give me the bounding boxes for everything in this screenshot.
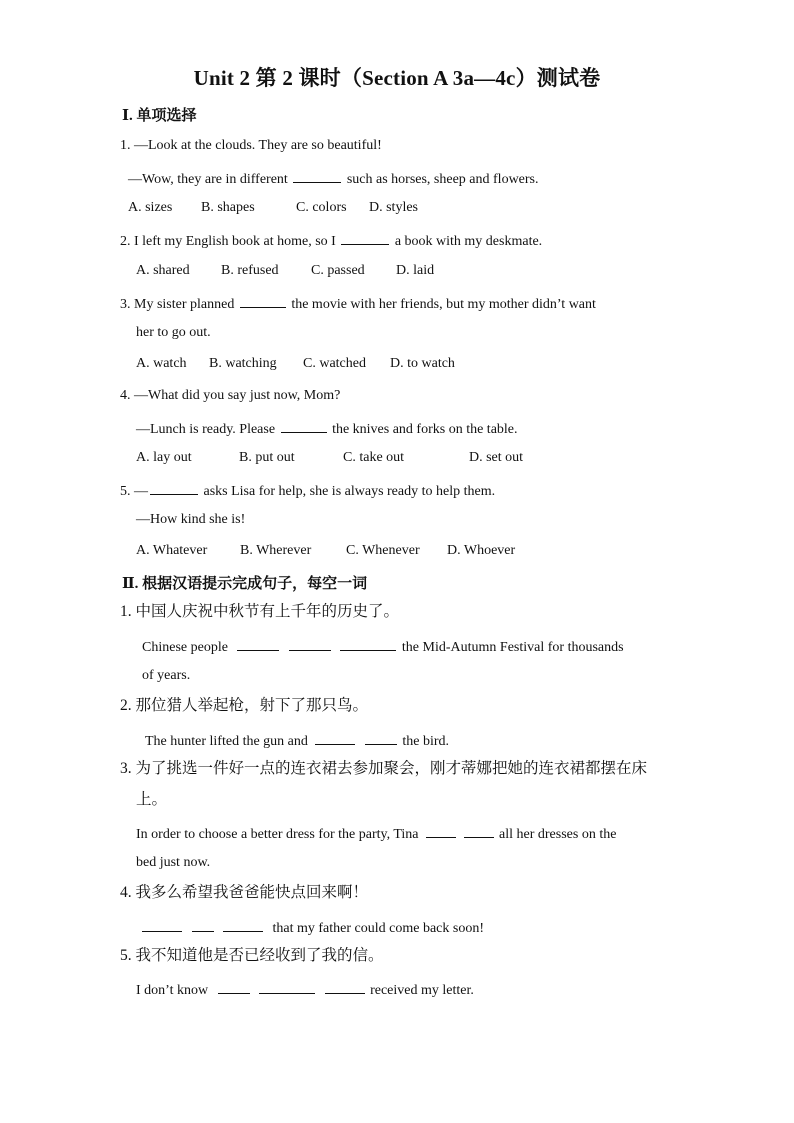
s2-q5-chinese: 5. 我不知道他是否已经收到了我的信。 bbox=[120, 947, 384, 964]
s1-q1-option-d: D. styles bbox=[369, 200, 418, 215]
s2-q2-blank-1 bbox=[315, 730, 355, 745]
s1-q1-blank bbox=[293, 168, 341, 183]
s2-q2-text-a: The hunter lifted the gun and bbox=[145, 734, 308, 749]
s1-q4-blank bbox=[281, 418, 327, 433]
s1-q4-option-a: A. lay out bbox=[136, 450, 192, 465]
s1-q3-options bbox=[136, 355, 455, 373]
s1-q5-line2: —How kind she is! bbox=[136, 512, 246, 527]
s2-q4-english bbox=[142, 917, 484, 938]
s2-q5-blank-2 bbox=[259, 979, 315, 994]
s2-q1-blank-2 bbox=[289, 636, 331, 651]
s1-q4-option-c: C. take out bbox=[343, 450, 405, 465]
s2-q3-text-a: In order to choose a better dress for the party, Tina bbox=[136, 827, 419, 842]
s2-q1-english-2: of years. bbox=[142, 668, 191, 683]
s1-q2-text-b: a book with my deskmate. bbox=[394, 234, 543, 249]
s2-q3-blank-2 bbox=[464, 823, 494, 838]
s2-q4-blank-2 bbox=[192, 917, 214, 932]
s2-q1-chinese: 1. 中国人庆祝中秋节有上千年的历史了。 bbox=[120, 603, 400, 620]
s1-q5-option-d: D. Whoever bbox=[447, 543, 516, 558]
s2-q4-blank-1 bbox=[142, 917, 182, 932]
s1-q2-option-c: C. passed bbox=[311, 263, 365, 278]
s2-q3-chinese-2: 上。 bbox=[136, 791, 168, 808]
s1-q4-options bbox=[136, 449, 523, 467]
s1-q2-option-a: A. shared bbox=[136, 263, 190, 278]
s1-q3-text-b: the movie with her friends, but my mother didn’t want bbox=[291, 297, 596, 312]
s2-q4-blank-3 bbox=[223, 917, 263, 932]
s2-q5-blank-3 bbox=[325, 979, 365, 994]
s1-q1-option-b: B. shapes bbox=[201, 200, 255, 215]
s1-q5-options bbox=[136, 542, 515, 560]
s1-q3-option-b: B. watching bbox=[209, 356, 277, 371]
s1-q3-blank bbox=[240, 293, 286, 308]
s1-q1-options bbox=[128, 199, 418, 217]
s1-q1-text-b: such as horses, sheep and flowers. bbox=[346, 172, 539, 187]
s1-q1-text-a: —Wow, they are in different bbox=[128, 172, 288, 187]
s2-q5-text-b: received my letter. bbox=[370, 983, 474, 998]
s2-q3-english bbox=[136, 823, 616, 844]
s1-q3-option-d: D. to watch bbox=[390, 356, 455, 371]
s2-q5-english bbox=[136, 979, 474, 1000]
s1-q1-option-a: A. sizes bbox=[128, 200, 173, 215]
s1-q3-text-a: 3. My sister planned bbox=[120, 297, 235, 312]
s2-q3-english-2: bed just now. bbox=[136, 855, 211, 870]
s2-q3-blank-1 bbox=[426, 823, 456, 838]
s2-q1-text-b: the Mid-Autumn Festival for thousands bbox=[401, 640, 624, 655]
s2-q2-text-b: the bird. bbox=[402, 734, 450, 749]
s1-q3-option-a: A. watch bbox=[136, 356, 187, 371]
s1-q1-stem: 1. —Look at the clouds. They are so beautiful! bbox=[120, 138, 382, 153]
s2-q1-english bbox=[142, 636, 624, 657]
s1-q5-text-a: 5. — bbox=[120, 484, 148, 499]
s1-q4-option-b: B. put out bbox=[239, 450, 295, 465]
s1-q2-options bbox=[136, 262, 434, 280]
s1-q5-option-c: C. Whenever bbox=[346, 543, 420, 558]
s1-q2-option-b: B. refused bbox=[221, 263, 279, 278]
s2-q2-english bbox=[145, 730, 449, 751]
s1-q5-option-b: B. Wherever bbox=[240, 543, 312, 558]
s1-q2-blank bbox=[341, 230, 389, 245]
s1-q1-option-c: C. colors bbox=[296, 200, 347, 215]
s2-q1-blank-3 bbox=[340, 636, 396, 651]
s1-q2-option-d: D. laid bbox=[396, 263, 435, 278]
s1-q4-line2 bbox=[136, 418, 518, 439]
s2-q1-text-a: Chinese people bbox=[142, 640, 228, 655]
s1-q5-option-a: A. Whatever bbox=[136, 543, 208, 558]
s1-q5-stem bbox=[120, 480, 495, 501]
s1-q1-line2 bbox=[128, 168, 539, 189]
s2-q2-blank-2 bbox=[365, 730, 397, 745]
section-1-heading: Ⅰ. 单项选择 bbox=[122, 108, 197, 124]
s2-q5-text-a: I don’t know bbox=[136, 983, 209, 998]
s1-q2-stem bbox=[120, 230, 542, 251]
s1-q4-stem: 4. —What did you say just now, Mom? bbox=[120, 388, 341, 403]
section-2-heading: Ⅱ. 根据汉语提示完成句子，每空一词 bbox=[122, 576, 368, 592]
s2-q3-chinese-1: 3. 为了挑选一件好一点的连衣裙去参加聚会，刚才蒂娜把她的连衣裙都摆在床 bbox=[120, 760, 648, 777]
s1-q5-text-b: asks Lisa for help, she is always ready to help them. bbox=[203, 484, 496, 499]
s2-q4-text-b: that my father could come back soon! bbox=[272, 921, 484, 936]
s1-q2-text-a: 2. I left my English book at home, so I bbox=[120, 234, 336, 249]
s1-q3-stem bbox=[120, 293, 596, 314]
s1-q5-blank bbox=[150, 480, 198, 495]
s1-q4-text-a: —Lunch is ready. Please bbox=[136, 422, 276, 437]
s2-q1-blank-1 bbox=[237, 636, 279, 651]
s2-q5-blank-1 bbox=[218, 979, 250, 994]
s1-q4-option-d: D. set out bbox=[469, 450, 524, 465]
s1-q4-text-b: the knives and forks on the table. bbox=[332, 422, 518, 437]
s2-q4-chinese: 4. 我多么希望我爸爸能快点回来啊！ bbox=[120, 884, 369, 901]
s1-q3-line2: her to go out. bbox=[136, 325, 211, 340]
page-title: Unit 2 第 2 课时（Section A 3a—4c）测试卷 bbox=[193, 66, 601, 90]
s1-q3-option-c: C. watched bbox=[303, 356, 366, 371]
s2-q3-text-b: all her dresses on the bbox=[499, 827, 617, 842]
s2-q2-chinese: 2. 那位猎人举起枪，射下了那只鸟。 bbox=[120, 697, 369, 714]
